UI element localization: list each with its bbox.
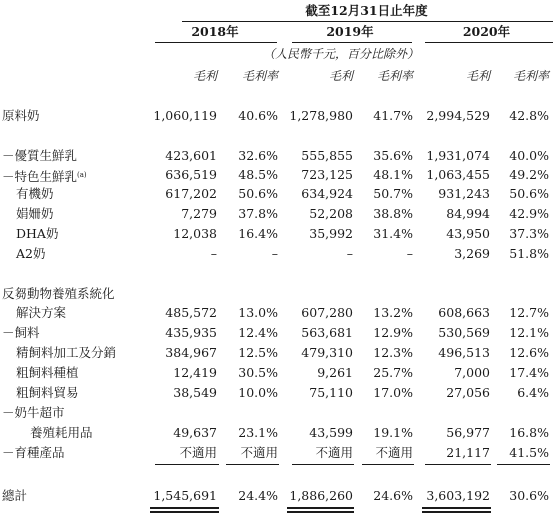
cell-gp-2020: 3,269 [454,246,490,261]
cell-gm-2020: 42.9% [509,206,549,221]
total-double-rule [287,511,354,513]
cell-gm-2018: – [271,246,278,261]
cell-gp-2020: 530,569 [438,325,490,340]
cell-gm-2019: 31.4% [373,226,413,241]
subtotal-rule [226,464,279,465]
cell-gp-2020: 2,994,529 [426,108,490,123]
col-gross-margin-2020: 毛利率 [512,69,549,83]
cell-gp-2020: 43,950 [446,226,490,241]
cell-gm-2019: 38.8% [373,206,413,221]
year-2018-heading: 2018年 [191,24,239,39]
cell-gp-2019: 52,208 [309,206,353,221]
cell-gp-2018: 423,601 [165,148,217,163]
total-gp-2019: 1,886,260 [289,488,353,503]
cell-gm-2018: 48.5% [238,167,278,182]
cell-gm-2020: 12.6% [509,345,549,360]
subtotal-rule [425,464,491,465]
cell-gp-2019: 75,110 [309,385,353,400]
row-label: －奶牛超市 [2,405,65,420]
total-gp-2020: 3,603,192 [426,488,490,503]
cell-gp-2018: 12,419 [173,365,217,380]
row-label-text: －特色生鮮乳 [2,169,78,184]
cell-gp-2019: 35,992 [309,226,353,241]
row-label: 粗飼料種植 [16,365,79,380]
cell-gm-2018: 16.4% [238,226,278,241]
total-double-rule [287,507,354,509]
cell-gm-2020: 37.3% [509,226,549,241]
footnote-marker: (a) [77,171,87,179]
cell-gm-2018: 12.4% [238,325,278,340]
row-label: A2奶 [16,246,46,261]
cell-gm-2020: 50.6% [509,186,549,201]
row-label: －飼料 [2,325,40,340]
year-2020-underline [425,42,553,43]
cell-gp-2019: 634,924 [301,186,353,201]
subtotal-rule [497,464,550,465]
cell-gm-2019: 48.1% [373,167,413,182]
section-heading: 反芻動物養殖系統化 [2,286,115,301]
cell-gp-2018: 636,519 [165,167,217,182]
total-double-rule [150,511,219,513]
cell-gm-2020: 12.1% [509,325,549,340]
cell-gp-2018: – [210,246,217,261]
cell-gp-2019: 不適用 [315,445,353,460]
cell-gp-2020: 84,994 [446,206,490,221]
cell-gm-2019: 25.7% [373,365,413,380]
row-label: －育種產品 [2,445,65,460]
total-double-rule [150,507,219,509]
cell-gm-2020: 6.4% [517,385,549,400]
cell-gm-2018: 32.6% [238,148,278,163]
cell-gm-2019: 13.2% [373,305,413,320]
cell-gp-2018: 1,060,119 [153,108,217,123]
cell-gp-2020: 27,056 [446,385,490,400]
total-double-rule [422,507,491,509]
cell-gp-2018: 49,637 [173,425,217,440]
cell-gp-2018: 不適用 [179,445,217,460]
cell-gm-2019: – [406,246,413,261]
cell-gm-2018: 23.1% [238,425,278,440]
cell-gp-2020: 1,063,455 [426,167,490,182]
cell-gp-2020: 608,663 [438,305,490,320]
cell-gp-2019: 479,310 [301,345,353,360]
col-gross-margin-2019: 毛利率 [376,69,413,83]
row-label: 娟姍奶 [16,206,54,221]
cell-gm-2020: 17.4% [509,365,549,380]
row-label: 解決方案 [16,305,67,320]
cell-gm-2019: 12.3% [373,345,413,360]
cell-gp-2020: 931,243 [438,186,490,201]
cell-gm-2018: 50.6% [238,186,278,201]
row-label: 粗飼料貿易 [16,385,79,400]
total-gp-2018: 1,545,691 [153,488,217,503]
year-2020-heading: 2020年 [462,24,511,39]
col-gross-profit-2019: 毛利 [328,69,353,83]
cell-gp-2018: 12,038 [173,226,217,241]
cell-gm-2020: 42.8% [509,108,549,123]
cell-gp-2019: 607,280 [301,305,353,320]
cell-gp-2020: 496,513 [438,345,490,360]
row-label: 精飼料加工及分銷 [16,345,117,360]
total-label: 總計 [2,488,28,503]
cell-gm-2018: 37.8% [238,206,278,221]
cell-gp-2020: 21,117 [446,445,490,460]
cell-gm-2019: 50.7% [373,186,413,201]
subtotal-rule [292,464,354,465]
row-label: 原料奶 [2,108,40,123]
year-2019-underline [292,42,412,43]
cell-gp-2018: 7,279 [181,206,217,221]
col-gross-profit-2018: 毛利 [192,69,217,83]
cell-gm-2018: 10.0% [238,385,278,400]
cell-gm-2019: 12.9% [373,325,413,340]
cell-gm-2018: 12.5% [238,345,278,360]
cell-gm-2019: 35.6% [373,148,413,163]
cell-gp-2018: 617,202 [165,186,217,201]
cell-gp-2019: 43,599 [309,425,353,440]
cell-gm-2019: 19.1% [373,425,413,440]
cell-gp-2019: 723,125 [301,167,353,182]
cell-gp-2019: 563,681 [301,325,353,340]
total-double-rule [422,511,491,513]
period-title: 截至12月31日止年度 [305,3,428,18]
subtotal-rule [362,464,414,465]
row-label [2,167,87,185]
cell-gm-2020: 40.0% [509,148,549,163]
cell-gp-2019: 1,278,980 [289,108,353,123]
year-2019-heading: 2019年 [326,24,374,39]
row-label: 有機奶 [16,186,54,201]
total-gm-2019: 24.6% [373,488,413,503]
row-label: DHA奶 [16,226,59,241]
cell-gm-2019: 不適用 [375,445,413,460]
cell-gp-2018: 485,572 [165,305,217,320]
cell-gm-2020: 49.2% [509,167,549,182]
cell-gm-2018: 不適用 [240,445,278,460]
cell-gm-2019: 41.7% [373,108,413,123]
cell-gp-2020: 7,000 [454,365,490,380]
cell-gm-2020: 16.8% [509,425,549,440]
cell-gm-2019: 17.0% [373,385,413,400]
col-gross-margin-2018: 毛利率 [241,69,278,83]
row-label: 養殖耗用品 [30,425,93,440]
subtotal-rule [155,464,219,465]
cell-gp-2018: 435,935 [165,325,217,340]
cell-gp-2019: – [346,246,353,261]
unit-note: （人民幣千元，百分比除外） [263,47,420,61]
cell-gm-2020: 12.7% [509,305,549,320]
cell-gp-2018: 38,549 [173,385,217,400]
total-gm-2020: 30.6% [509,488,549,503]
total-gm-2018: 24.4% [238,488,278,503]
cell-gm-2020: 51.8% [509,246,549,261]
period-underline [182,21,553,22]
cell-gp-2020: 56,977 [446,425,490,440]
cell-gp-2020: 1,931,074 [426,148,490,163]
cell-gm-2018: 30.5% [238,365,278,380]
col-gross-profit-2020: 毛利 [465,69,490,83]
cell-gm-2018: 13.0% [238,305,278,320]
cell-gp-2019: 9,261 [317,365,353,380]
row-label: －優質生鮮乳 [2,148,78,163]
cell-gm-2020: 41.5% [509,445,549,460]
cell-gm-2018: 40.6% [238,108,278,123]
cell-gp-2019: 555,855 [301,148,353,163]
cell-gp-2018: 384,967 [165,345,217,360]
year-2018-underline [155,42,277,43]
